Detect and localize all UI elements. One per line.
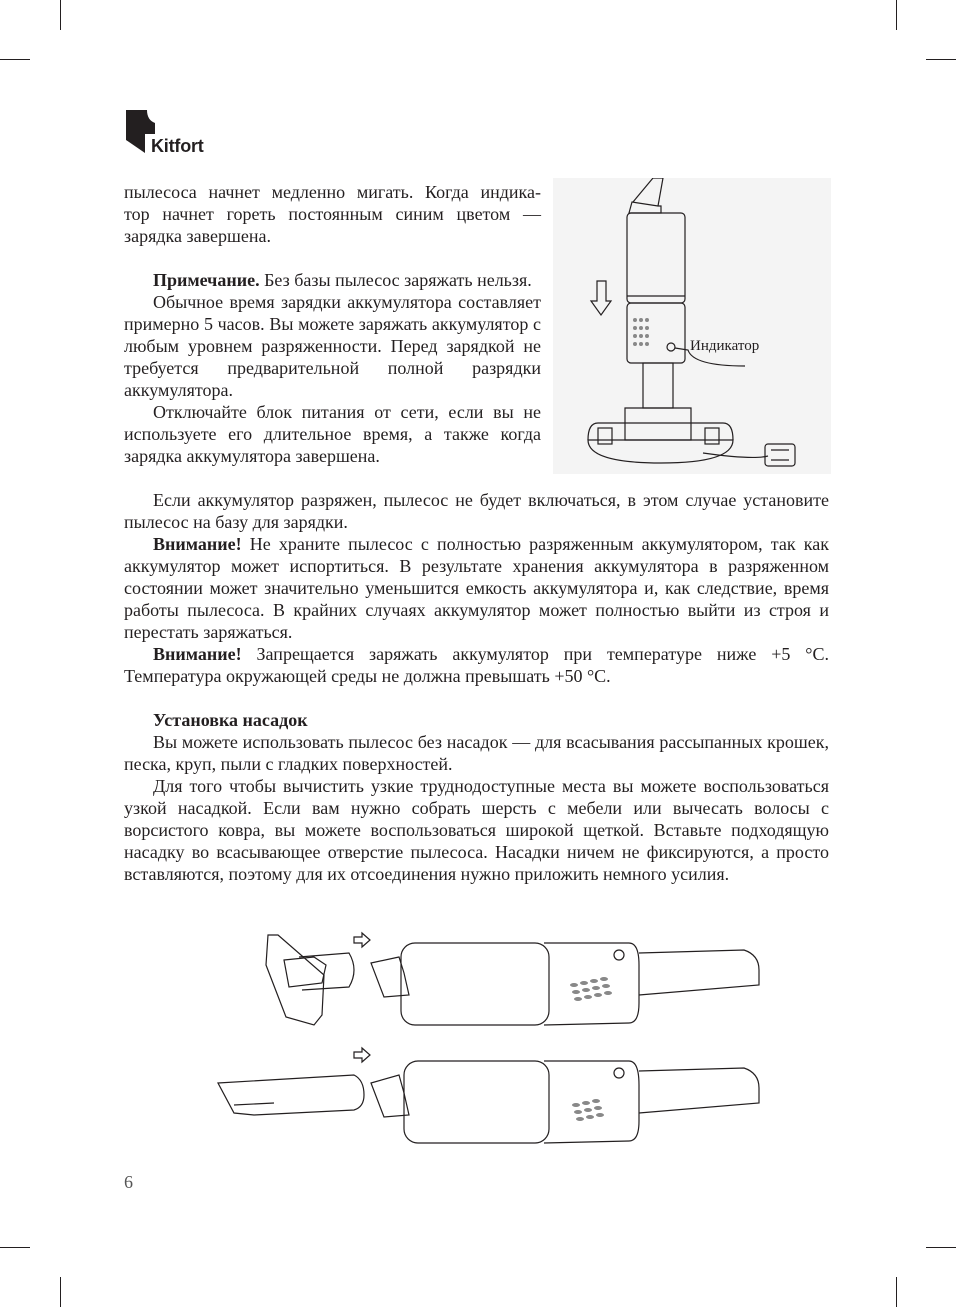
crop-mark [0, 1247, 30, 1248]
intro-line: зарядка завершена. [124, 226, 271, 246]
attachment-paragraph: Для того чтобы вычистить узкие труднодоступные места вы можете воспользоваться узкой насадкой. Если вам нужно собрать шерсть с мебели или вычесать волосы с ворсистого ковра, вы можете воспользоваться широкой щеткой. Вставьте подходящую насадку во всасывающее отверстие пылесоса. Насадки ничем не фиксируются, а просто вставляются, поэтому для их отсоединения нужно приложить немного усилия. [124, 776, 829, 884]
warning-paragraph [124, 533, 829, 643]
section-title [124, 709, 829, 731]
charging-dock-illustration [553, 178, 831, 474]
charge-time-paragraph: Обычное время зарядки аккумулятора составляет примерно 5 часов. Вы можете заряжать аккумулятор с любым уровнем разряженности. Перед зарядкой не требуется предварительной полной разрядки аккумулятора. [124, 292, 541, 400]
warning-label: Внимание! [153, 534, 242, 554]
attachments-illustration [214, 925, 762, 1147]
crop-mark [60, 1277, 61, 1307]
crop-mark [0, 59, 30, 60]
note-text: Без базы пылесос заряжать нельзя. [259, 270, 532, 290]
intro-line: пылесоса начнет медленно мигать. Когда индика- [124, 182, 541, 202]
crop-mark [60, 0, 61, 30]
main-text [124, 489, 829, 885]
note-paragraph [124, 269, 541, 291]
indicator-label: Индикатор [690, 338, 760, 354]
crop-mark [896, 0, 897, 30]
crop-mark [926, 1247, 956, 1248]
page-number: 6 [124, 1172, 133, 1192]
section-title-text: Установка насадок [153, 710, 308, 730]
crop-mark [896, 1277, 897, 1307]
discharged-paragraph: Если аккумулятор разряжен, пылесос не будет включаться, в этом случае установите пылесос на базу для зарядки. [124, 490, 829, 532]
warning-text: Запрещается заряжать аккумулятор при температуре ниже +5 °C. Температура окружающей среды не должна превышать +50 °C. [124, 644, 829, 686]
intro-line: тор начнет гореть постоянным синим цветом — [124, 204, 541, 224]
intro-text [124, 181, 541, 467]
brand-name: Kitfort [151, 136, 204, 156]
no-attachment-paragraph: Вы можете использовать пылесос без насадок — для всасывания рассыпанных крошек, песка, круп, пыли с гладких поверхностей. [124, 732, 829, 774]
unplug-paragraph: Отключайте блок питания от сети, если вы не используете его длительное время, а также когда зарядка аккумулятора завершена. [124, 402, 541, 466]
warning-label: Внимание! [153, 644, 242, 664]
warning-text: Не храните пылесос с полностью разряженным аккумулятором, так как аккумулятор может испортиться. В результате хранения аккумулятора в разряженном состоянии может значительно уменьшится емкость аккумулятора и, как следствие, время работы пылесоса. В крайних случаях аккумулятор может полностью выйти из строя и перестать заряжаться. [124, 534, 829, 642]
crop-mark [926, 59, 956, 60]
note-label: Примечание. [153, 270, 260, 290]
warning-temperature-paragraph [124, 643, 829, 687]
